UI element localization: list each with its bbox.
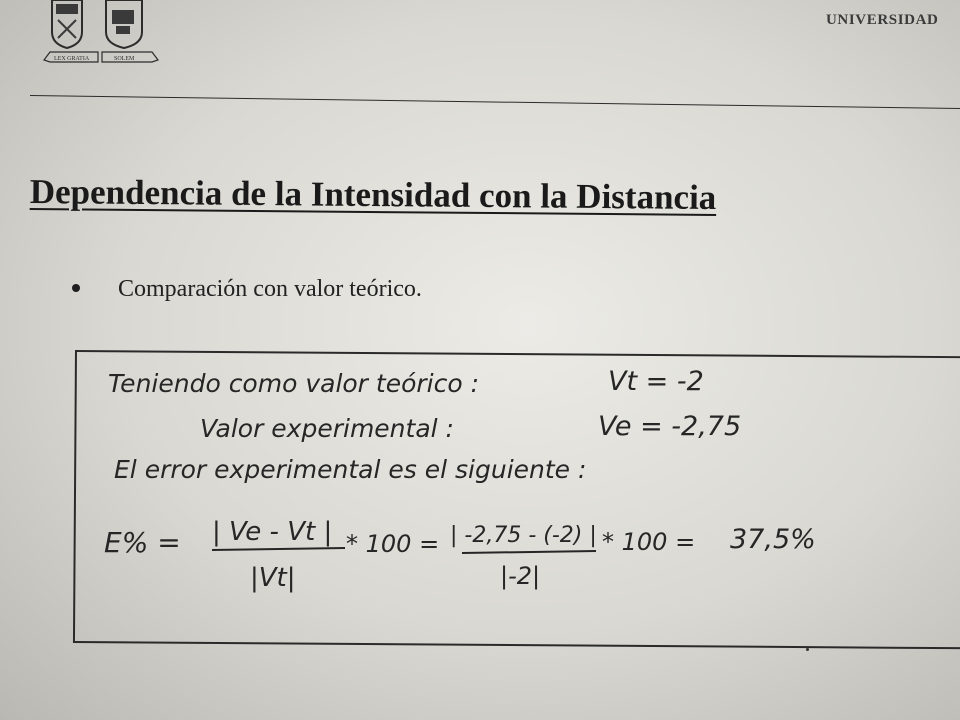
hw-line2-text: Valor experimental :	[200, 414, 454, 443]
formula-frac1-numerator: | Ve - Vt |	[212, 517, 333, 547]
formula-frac2-numerator: | -2,75 - (-2) |	[450, 523, 597, 548]
hw-line1-symbol: Vt = -2	[608, 366, 704, 397]
bullet-text: Comparación con valor teórico.	[118, 276, 422, 302]
formula-frac2-denominator: |-2|	[500, 562, 541, 590]
hw-line3-text: El error experimental es el siguiente :	[114, 455, 587, 484]
ribbon-left-text: LEX GRATIA	[54, 56, 90, 62]
paper-speck	[806, 648, 809, 651]
formula-frac2-bar	[462, 551, 596, 553]
formula-times1: * 100 =	[346, 530, 440, 558]
formula-times2: * 100 =	[602, 528, 696, 556]
hw-line2-symbol: Ve = -2,75	[598, 411, 742, 442]
formula-frac1-denominator: |Vt|	[250, 563, 296, 593]
formula-frac1-bar	[212, 548, 345, 550]
page-title: Dependencia de la Intensidad con la Distancia	[29, 172, 717, 217]
ribbon-right-text: SOLEM	[114, 56, 135, 62]
formula-result: 37,5%	[730, 524, 816, 555]
formula-lhs: E% =	[104, 526, 181, 559]
institution-name: UNIVERSIDAD	[826, 12, 939, 28]
hw-line1-text: Teniendo como valor teórico :	[108, 369, 480, 398]
